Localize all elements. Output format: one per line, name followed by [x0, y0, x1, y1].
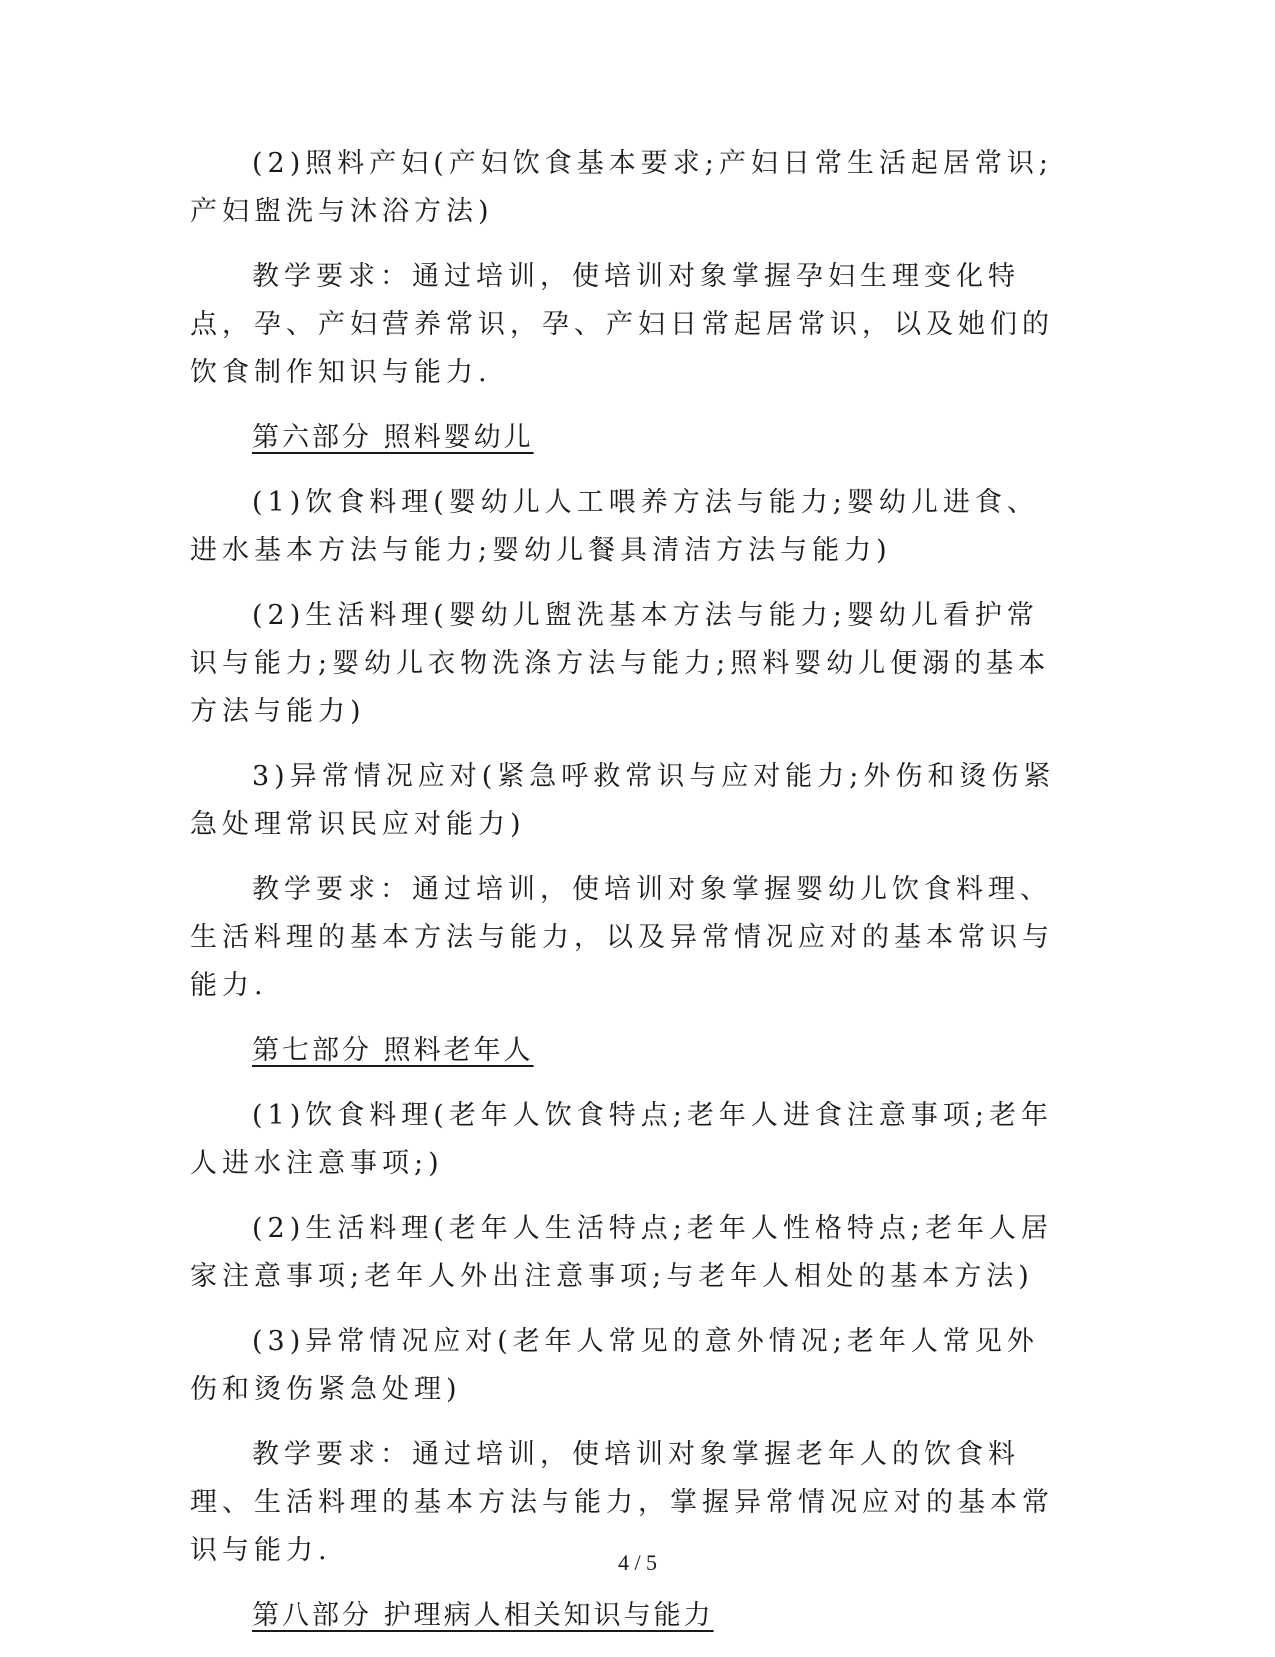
page-number: 4 / 5 — [617, 1550, 658, 1575]
paragraph-elderly-diet-care: (1)饮食料理(老年人饮食特点;老年人进食注意事项;老年人进水注意事项;) — [190, 1100, 1053, 1179]
paragraph-elderly-emergency: (3)异常情况应对(老年人常见的意外情况;老年人常见外伤和烫伤紧急处理) — [190, 1326, 1039, 1405]
paragraph-teaching-requirement-5: 教学要求：通过培训，使培训对象掌握孕妇生理变化特点，孕、产妇营养常识，孕、产妇日常起居常识，以及她们的饮食制作知识与能力. — [190, 261, 1054, 388]
paragraph-elderly-daily-care: (2)生活料理(老年人生活特点;老年人性格特点;老年人居家注意事项;老年人外出注意事项;与老年人相处的基本方法) — [190, 1213, 1053, 1292]
paragraph-teaching-requirement-7: 教学要求：通过培训，使培训对象掌握老年人的饮食料理、生活料理的基本方法与能力，掌握异常情况应对的基本常识与能力. — [190, 1439, 1054, 1566]
section-heading-part-7 — [190, 1027, 1070, 1075]
paragraph-infant-diet-care: (1)饮食料理(婴幼儿人工喂养方法与能力;婴幼儿进食、进水基本方法与能力;婴幼儿餐具清洁方法与能力) — [190, 487, 1039, 566]
paragraph-infant-daily-care: (2)生活料理(婴幼儿盥洗基本方法与能力;婴幼儿看护常识与能力;婴幼儿衣物洗涤方法与能力;照料婴幼儿便溺的基本方法与能力) — [190, 600, 1051, 727]
paragraph-infant-emergency: 3)异常情况应对(紧急呼救常识与应对能力;外伤和烫伤紧急处理常识民应对能力) — [190, 761, 1056, 840]
section-heading-part-7-text: 第七部分 照料老年人 — [252, 1035, 534, 1066]
paragraph-care-for-new-mother: (2)照料产妇(产妇饮食基本要求;产妇日常生活起居常识;产妇盥洗与沐浴方法) — [190, 148, 1053, 227]
section-heading-part-8-text: 第八部分 护理病人相关知识与能力 — [252, 1600, 714, 1631]
section-heading-part-6-text: 第六部分 照料婴幼儿 — [252, 422, 534, 453]
document-body — [190, 140, 1070, 1657]
paragraph-teaching-requirement-6: 教学要求：通过培训，使培训对象掌握婴幼儿饮食料理、生活料理的基本方法与能力，以及异常情况应对的基本常识与能力. — [190, 874, 1054, 1001]
section-heading-part-8 — [190, 1592, 1070, 1640]
section-heading-part-6 — [190, 414, 1070, 462]
